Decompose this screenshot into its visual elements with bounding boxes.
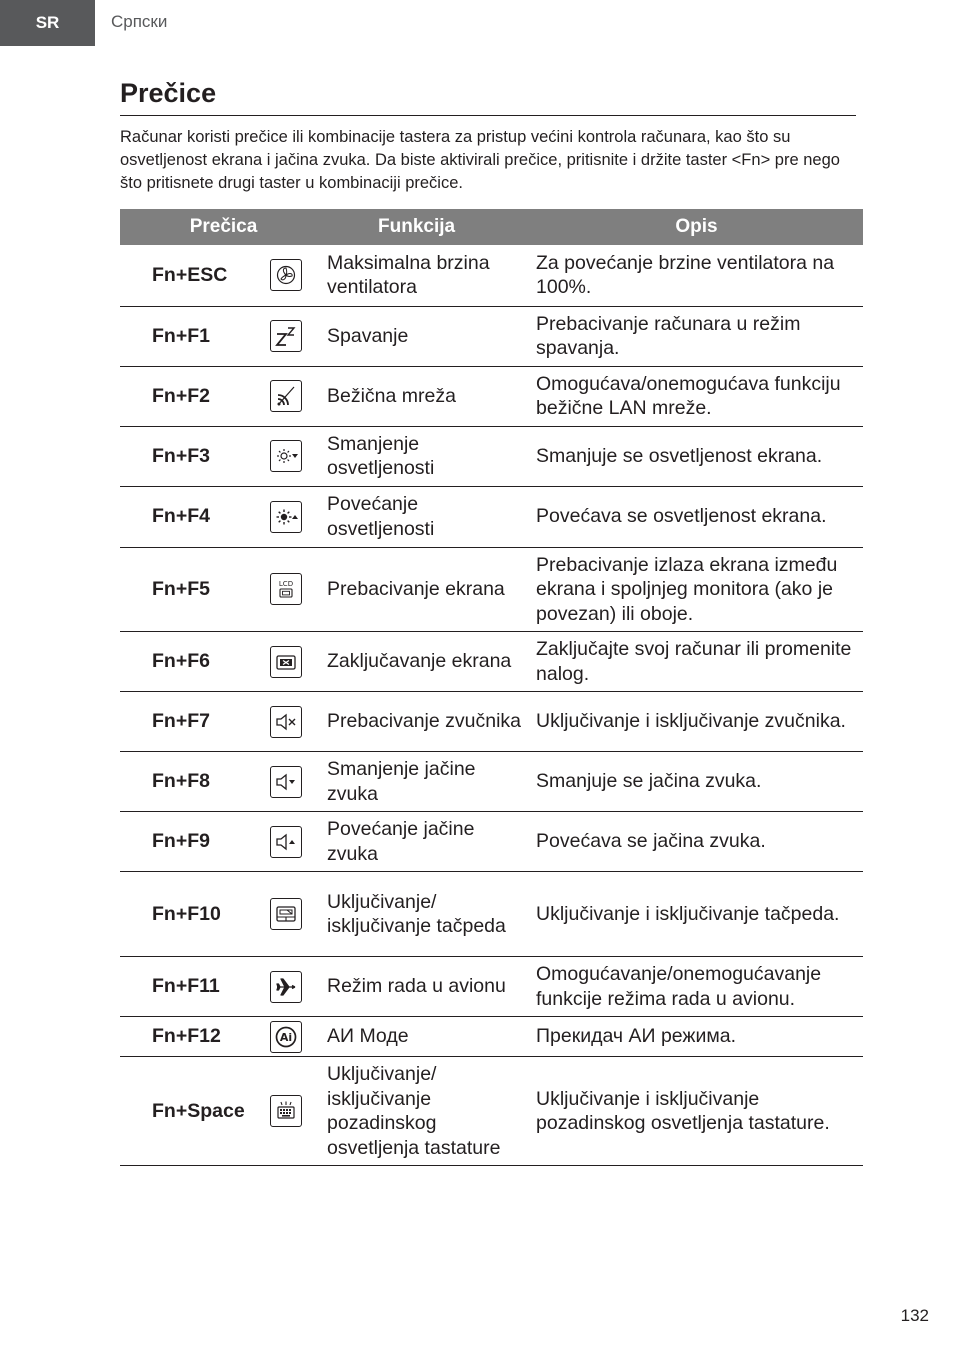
airplane-icon (270, 971, 302, 1003)
touchpad-icon (270, 898, 302, 930)
table-row (120, 486, 863, 547)
table-row (120, 547, 863, 632)
shortcut-key: Fn+F10 (120, 872, 270, 957)
table-row (120, 1057, 863, 1166)
intro-paragraph: Računar koristi prečice ili kombinacije tastera za pristup većini kontrola računara, kao što su osvetljenost ekrana i jačina zvuka. Da biste aktivirali prečice, pritisnite i držite taster <Fn> pre nego što pritisnete drugi taster u kombinaciji prečice. (120, 128, 840, 192)
shortcut-key: Fn+F12 (120, 1017, 270, 1057)
function-name: Uključivanje/ isključivanje tačpeda (327, 872, 530, 957)
table-row (120, 366, 863, 426)
table-row (120, 957, 863, 1017)
function-name: Uključivanje/ isključivanje pozadinskog osvetljenja tastature (327, 1057, 530, 1166)
shortcut-key: Fn+Space (120, 1057, 270, 1166)
function-description: Prebacivanje računara u režim spavanja. (530, 306, 863, 366)
table-row (120, 1017, 863, 1057)
function-description: Smanjuje se jačina zvuka. (530, 752, 863, 812)
function-name: Zaključavanje ekrana (327, 632, 530, 692)
header-shortcut: Prečica (120, 209, 327, 245)
function-description: Povećava se jačina zvuka. (530, 812, 863, 872)
keyboard-backlight-icon (270, 1095, 302, 1127)
function-description: Uključivanje i isključivanje zvučnika. (530, 692, 863, 752)
display-switch-icon (270, 573, 302, 605)
header-description: Opis (530, 209, 863, 245)
function-description: Smanjuje se osvetljenost ekrana. (530, 426, 863, 486)
shortcut-key: Fn+F8 (120, 752, 270, 812)
function-description: Прекидач АИ режима. (530, 1017, 863, 1057)
brightness-up-icon (270, 501, 302, 533)
function-name: Prebacivanje ekrana (327, 547, 530, 632)
function-description: Zaključajte svoj računar ili promenite nalog. (530, 632, 863, 692)
shortcut-key: Fn+F1 (120, 306, 270, 366)
function-name: Povećanje osvetljenosti (327, 486, 530, 547)
speaker-mute-icon (270, 706, 302, 738)
function-name: Povećanje jačine zvuka (327, 812, 530, 872)
sleep-icon (270, 320, 302, 352)
header-function: Funkcija (327, 209, 530, 245)
function-name: Spavanje (327, 306, 530, 366)
function-name: Smanjenje jačine zvuka (327, 752, 530, 812)
shortcut-key: Fn+F4 (120, 486, 270, 547)
shortcut-key: Fn+F2 (120, 366, 270, 426)
title-divider (120, 115, 856, 116)
function-name: Smanjenje osvetljenosti (327, 426, 530, 486)
table-header-row (120, 209, 863, 245)
table-row (120, 872, 863, 957)
table-row (120, 812, 863, 872)
page-title: Prečice (120, 78, 217, 108)
table-row (120, 306, 863, 366)
table-row (120, 245, 863, 306)
function-name: Prebacivanje zvučnika (327, 692, 530, 752)
shortcut-key: Fn+ESC (120, 245, 270, 306)
volume-down-icon (270, 766, 302, 798)
fan-icon (270, 259, 302, 291)
brightness-down-icon (270, 440, 302, 472)
table-row (120, 632, 863, 692)
shortcut-key: Fn+F7 (120, 692, 270, 752)
function-name: Režim rada u avionu (327, 957, 530, 1017)
ai-mode-icon (270, 1021, 302, 1053)
table-row (120, 692, 863, 752)
function-description: Uključivanje i isključivanje pozadinskog osvetljenja tastature. (530, 1057, 863, 1166)
table-row (120, 752, 863, 812)
shortcuts-table (120, 209, 863, 1166)
function-name: Bežična mreža (327, 366, 530, 426)
function-name: АИ Моде (327, 1017, 530, 1057)
shortcut-key: Fn+F5 (120, 547, 270, 632)
function-description: Omogućavanje/onemogućavanje funkcije režima rada u avionu. (530, 957, 863, 1017)
language-tab (0, 0, 95, 46)
language-code: SR (35, 13, 60, 32)
shortcut-key: Fn+F6 (120, 632, 270, 692)
volume-up-icon (270, 826, 302, 858)
shortcut-key: Fn+F3 (120, 426, 270, 486)
language-name: Српски (111, 12, 168, 31)
function-description: Omogućava/onemogućava funkciju bežične LAN mreže. (530, 366, 863, 426)
wireless-icon (270, 380, 302, 412)
function-description: Uključivanje i isključivanje tačpeda. (530, 872, 863, 957)
table-row (120, 426, 863, 486)
ai-mode-icon-label: Ai (279, 1030, 293, 1044)
function-description: Povećava se osvetljenost ekrana. (530, 486, 863, 547)
shortcut-key: Fn+F11 (120, 957, 270, 1017)
function-description: Za povećanje brzine ventilatora na 100%. (530, 245, 863, 306)
screen-lock-icon (270, 646, 302, 678)
display-switch-icon-label: LCD (278, 580, 294, 589)
page-number: 132 (900, 1306, 929, 1325)
function-name: Maksimalna brzina ventilatora (327, 245, 530, 306)
function-description: Prebacivanje izlaza ekrana između ekrana i spoljnjeg monitora (ako je povezan) ili oboje. (530, 547, 863, 632)
shortcut-key: Fn+F9 (120, 812, 270, 872)
